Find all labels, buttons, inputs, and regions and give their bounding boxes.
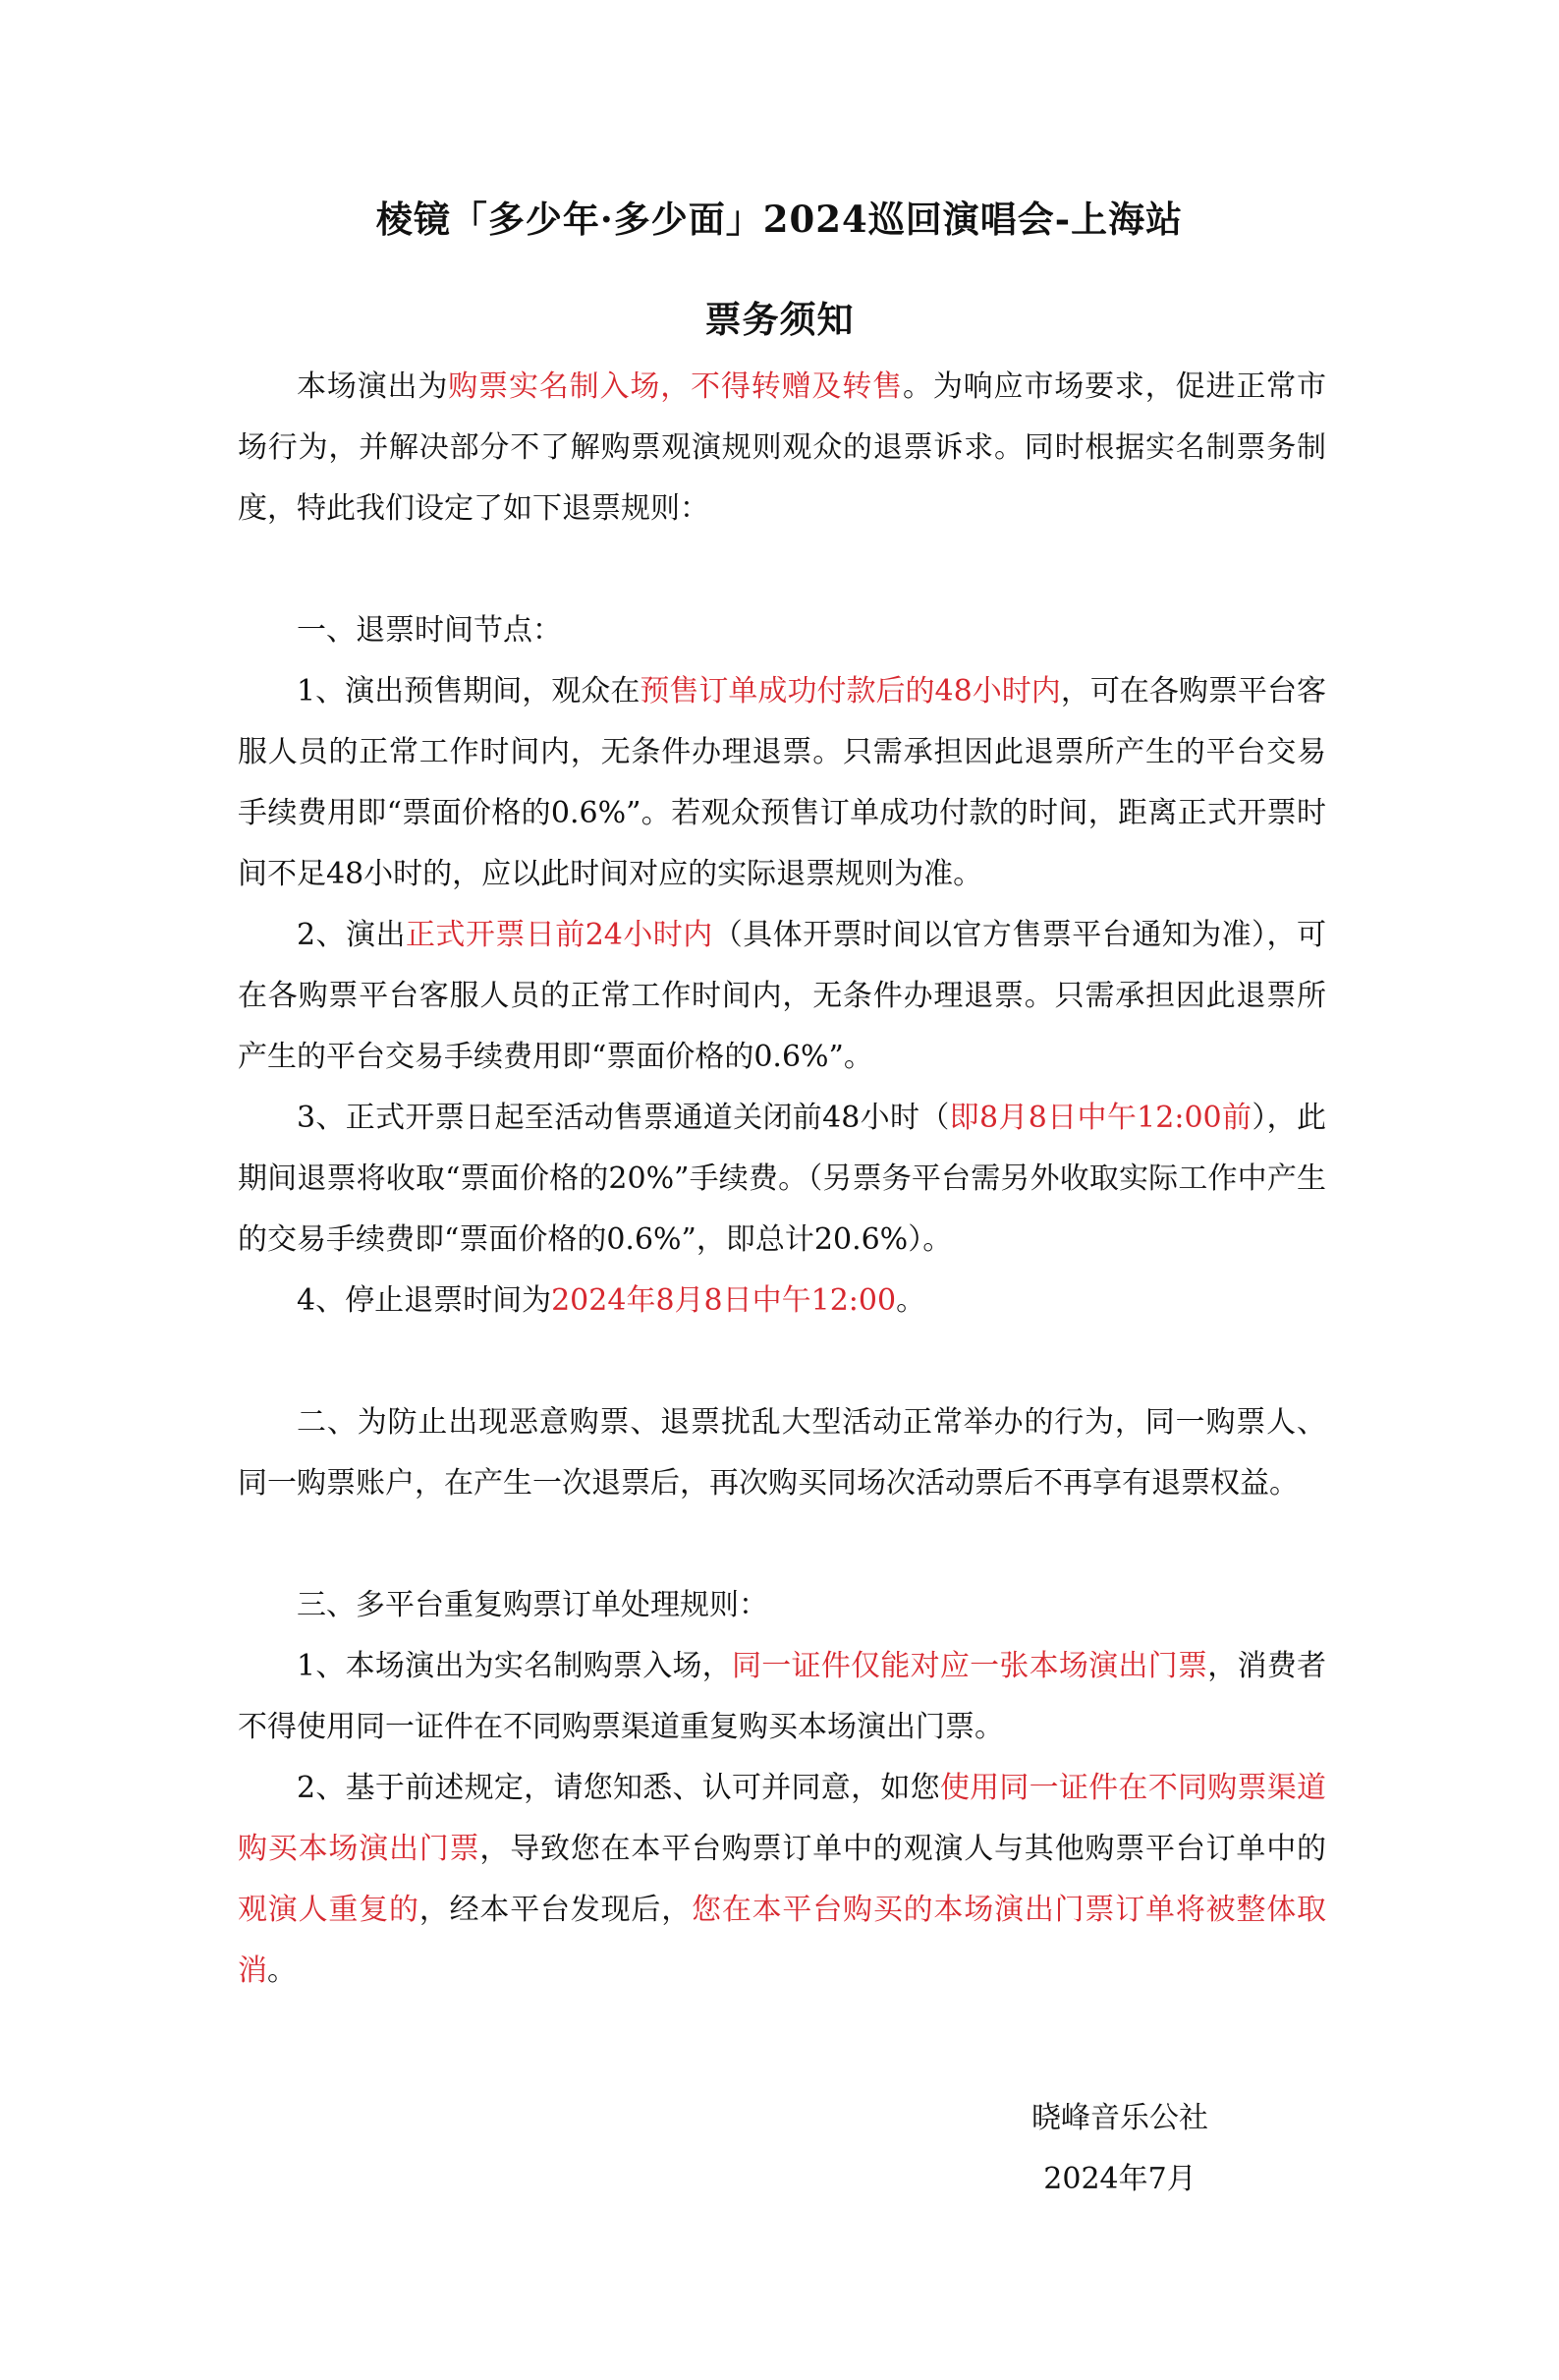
intro-rest: 。为响应市场要求，促进正常市场行为，并解决部分不了解购票观演规则观众的退票诉求。同时根据实名制票务制度，特此我们设定了如下退票规则：	[238, 369, 1327, 526]
intro-paragraph	[238, 357, 1326, 539]
document-subtitle: 票务须知	[704, 298, 855, 341]
section3-item2-text-c: ，经本平台发现后，	[418, 1893, 693, 1927]
section3-item1-text-b: ，消费者不得使用同一证件在不同购票渠道重复购买本场演出门票。	[238, 1649, 1327, 1744]
section1-item3	[238, 1088, 1326, 1271]
section1-item2-text-a: 2、演出	[297, 918, 406, 952]
section1-item4	[238, 1271, 1326, 1332]
intro-highlight: 购票实名制入场，不得转赠及转售	[448, 369, 903, 404]
document-body	[238, 357, 1326, 2002]
signature-organization: 晓峰音乐公社	[1031, 2101, 1208, 2135]
section3-item1-highlight: 同一证件仅能对应一张本场演出门票	[732, 1649, 1208, 1683]
section1-item3-text-b: ），此期间退票将收取“票面价格的20%”手续费。（另票务平台需另外收取实际工作中产生的交易手续费即“票面价格的0.6%”，即总计20.6%）。	[238, 1101, 1326, 1257]
signature-date: 2024年7月	[1043, 2162, 1197, 2196]
section1-item1	[238, 661, 1326, 905]
section2-paragraph: 二、为防止出现恶意购票、退票扰乱大型活动正常举办的行为，同一购票人、同一购票账户，在产生一次退票后，再次购买同场次活动票后不再享有退票权益。	[238, 1405, 1326, 1501]
section3-item2-text-b: ，导致您在本平台购票订单中的观演人与其他购票平台订单中的	[479, 1832, 1327, 1866]
intro-lead: 本场演出为	[297, 369, 449, 404]
section3-item1	[238, 1636, 1326, 1758]
section3-item2-text-a: 2、基于前述规定，请您知悉、认可并同意，如您	[297, 1771, 940, 1805]
section3-item2-highlight-1: 使用同一证件在不同购票渠道购买本场演出门票	[238, 1771, 1327, 1866]
section3-item2	[238, 1758, 1326, 2002]
document-title: 棱镜「多少年·多少面」2024巡回演唱会-上海站	[375, 198, 1184, 241]
section1-item2-text-b: （具体开票时间以官方售票平台通知为准），可在各购票平台客服人员的正常工作时间内，无条件办理退票。只需承担因此退票所产生的平台交易手续费用即“票面价格的0.6%”。	[238, 918, 1326, 1074]
section1-item2-highlight: 正式开票日前24小时内	[405, 918, 713, 952]
section1-item2	[238, 905, 1326, 1088]
section1-item1-text-b: ，可在各购票平台客服人员的正常工作时间内，无条件办理退票。只需承担因此退票所产生的平台交易手续费用即“票面价格的0.6%”。若观众预售订单成功付款的时间，距离正式开票时间不足48小时的，应以此时间对应的实际退票规则为准。	[238, 674, 1326, 891]
section1-item3-text-a: 3、正式开票日起至活动售票通道关闭前48小时（	[297, 1101, 950, 1135]
section1-item3-highlight: 即8月8日中午12:00前	[949, 1101, 1253, 1135]
section3-item1-text-a: 1、本场演出为实名制购票入场，	[297, 1649, 733, 1683]
section1-item4-text-a: 4、停止退票时间为	[297, 1283, 552, 1318]
section1-item4-text-b: 。	[896, 1283, 926, 1318]
section3-item2-highlight-3: 您在本平台购买的本场演出门票订单将被整体取消	[238, 1893, 1327, 1988]
section1-item1-highlight: 预售订单成功付款后的48小时内	[640, 674, 1061, 708]
section1-heading: 一、退票时间节点：	[297, 613, 562, 648]
section3-item2-text-d: 。	[267, 1954, 297, 1988]
section3-item2-highlight-2: 观演人重复的	[238, 1893, 419, 1927]
section1-item4-highlight: 2024年8月8日中午12:00	[551, 1283, 897, 1318]
section1-item1-text-a: 1、演出预售期间，观众在	[297, 674, 640, 708]
section3-heading: 三、多平台重复购票订单处理规则：	[297, 1588, 768, 1622]
